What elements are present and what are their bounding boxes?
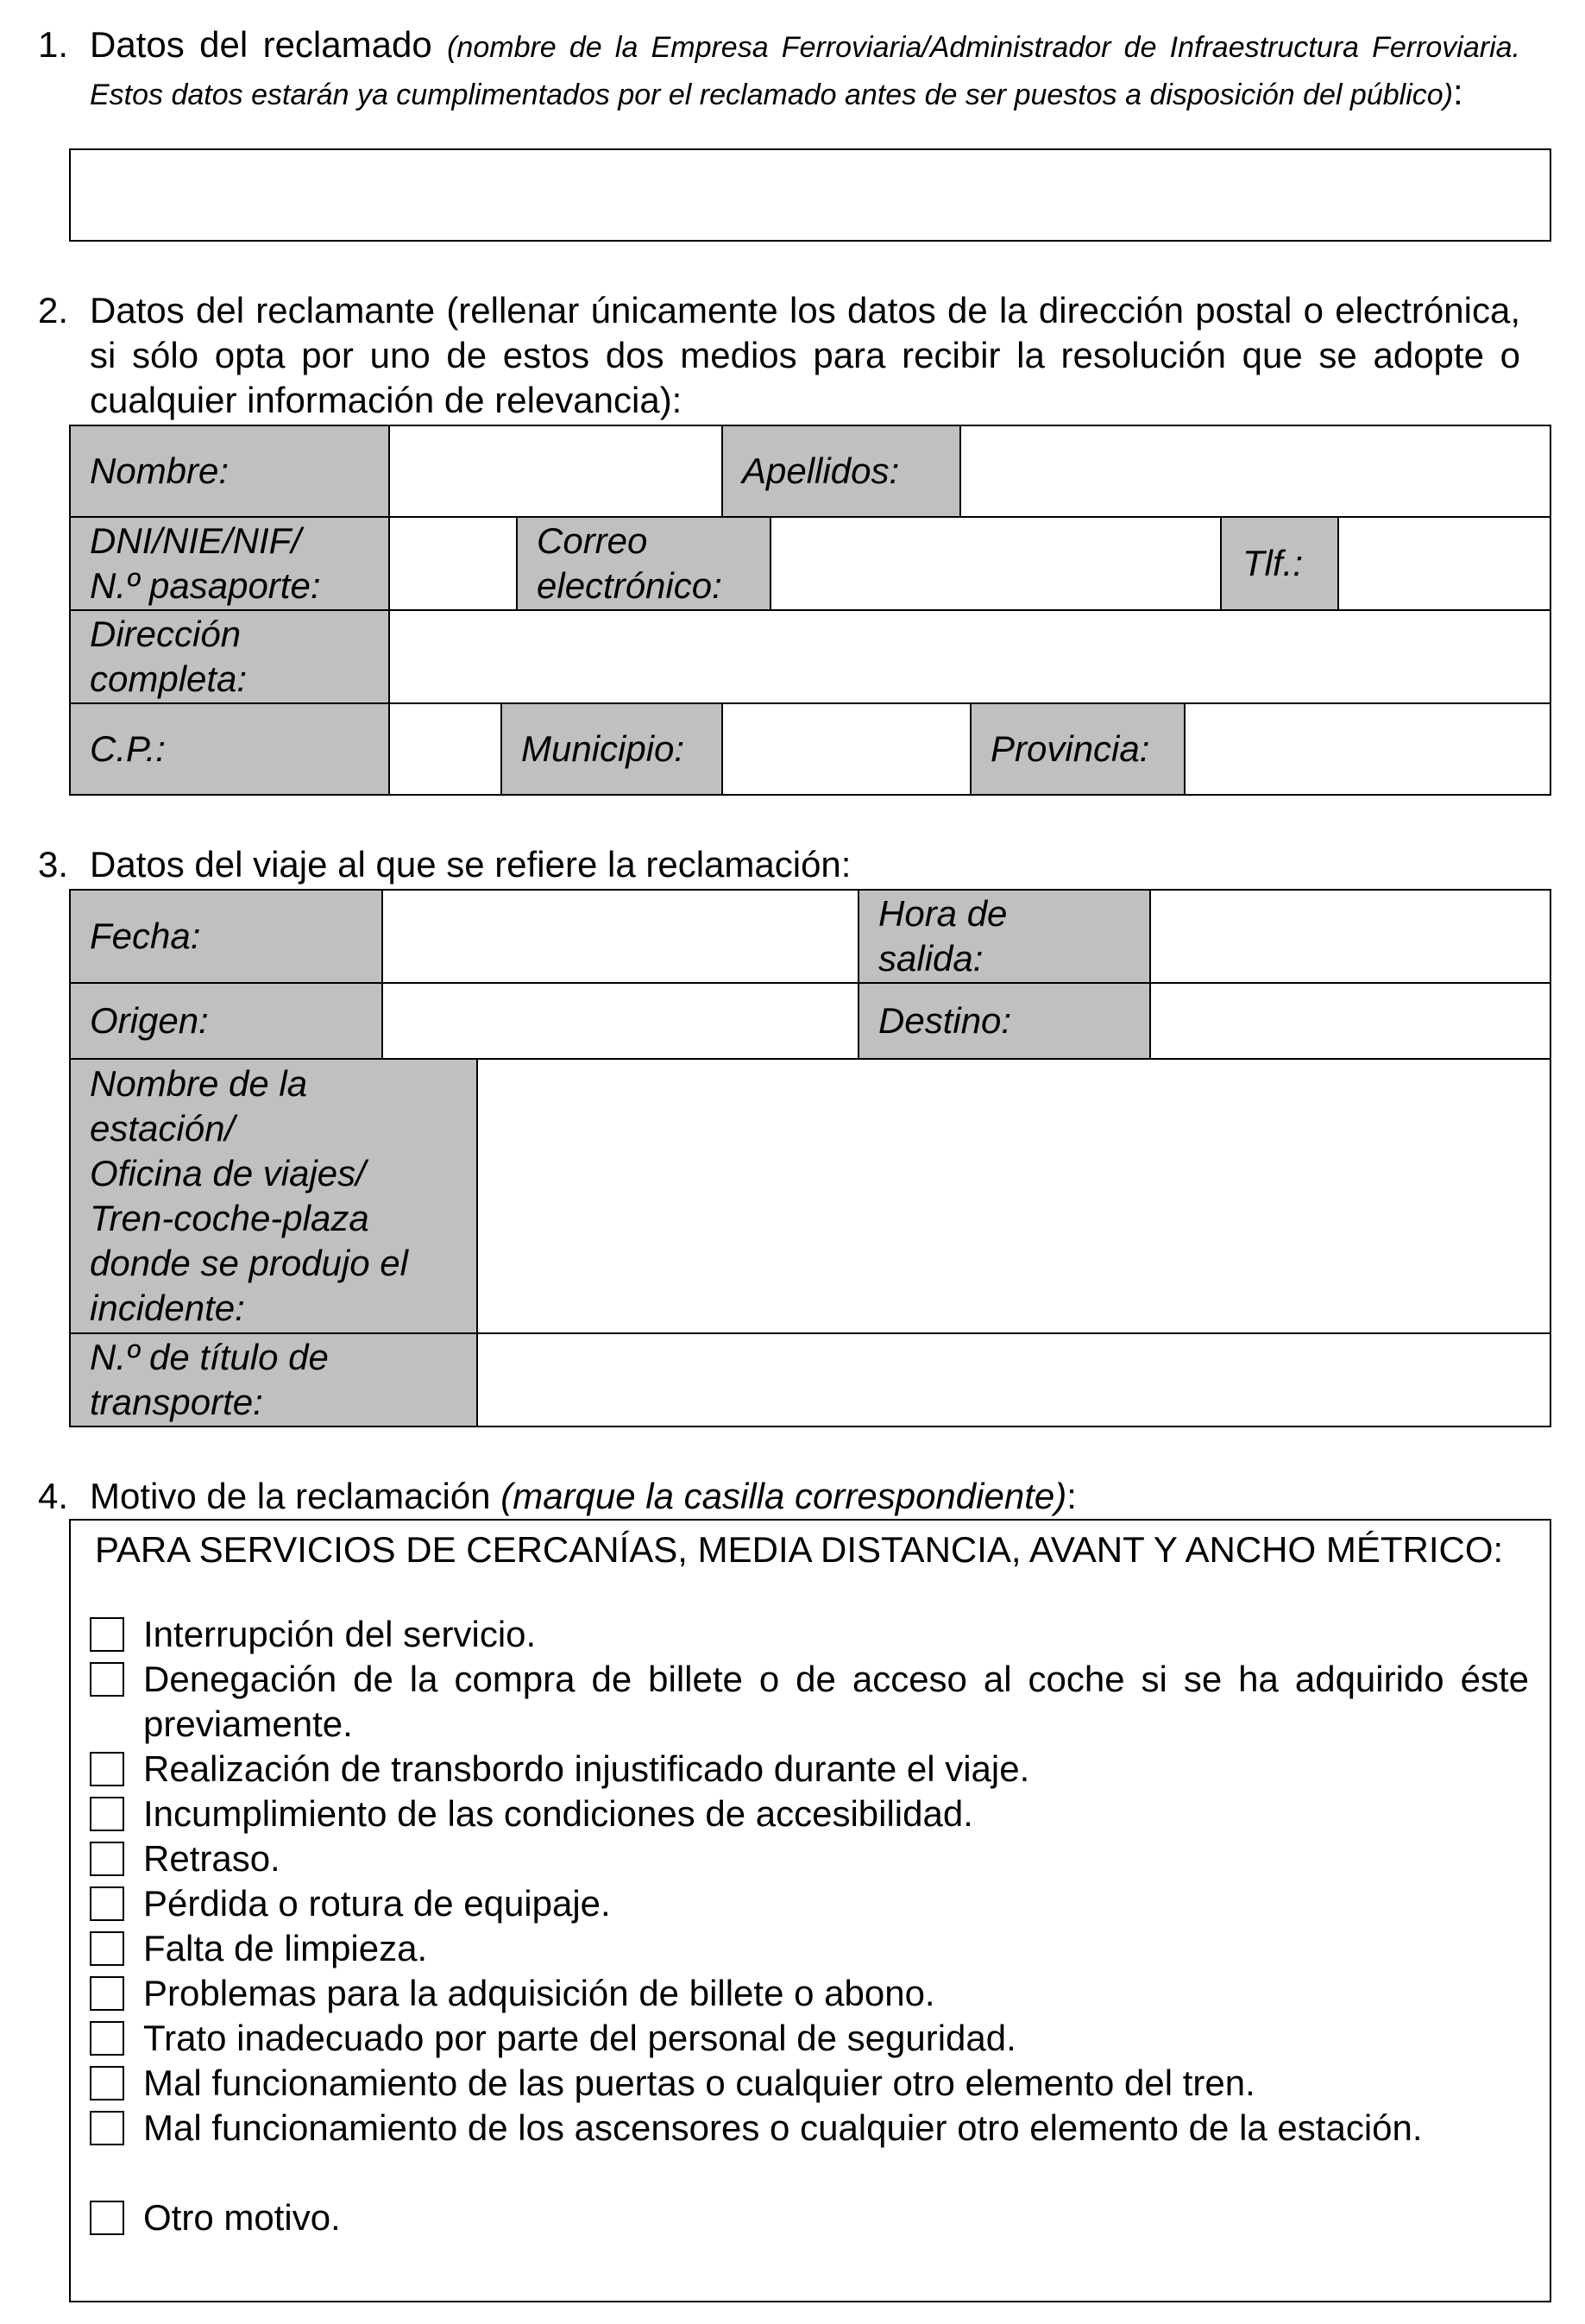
nombre-field[interactable]	[388, 425, 723, 518]
direccion-label: Dirección completa:	[69, 609, 390, 704]
tlf-label: Tlf.:	[1220, 516, 1339, 611]
motivo-item	[90, 1747, 1529, 1792]
estacion-label-line: Oficina de viajes/	[90, 1153, 366, 1193]
estacion-label-line: incidente:	[90, 1288, 245, 1328]
section-2-text: Datos del reclamante (rellenar únicamente los datos de la dirección postal o electrónica, si sólo opta por uno de estos dos medios para recibir la resolución que se adopte o cualquier información de relevancia):	[90, 290, 1520, 420]
motivo-label: Mal funcionamiento de los ascensores o cualquier otro elemento de la estación.	[143, 2107, 1423, 2148]
titulo-transporte-label: N.º de título de transporte:	[69, 1332, 478, 1427]
motivo-checkbox[interactable]	[90, 1976, 124, 2011]
motivo-label: Problemas para la adquisición de billete o abono.	[143, 1973, 935, 2013]
section-3-number: 3.	[38, 844, 69, 885]
provincia-label: Provincia:	[970, 702, 1186, 796]
estacion-label-line: Tren-coche-plaza	[90, 1198, 369, 1238]
fecha-label: Fecha:	[69, 889, 383, 984]
motivo-label: Trato inadecuado por parte del personal de seguridad.	[143, 2018, 1016, 2058]
section-1-number: 1.	[38, 24, 69, 65]
apellidos-field[interactable]	[959, 425, 1551, 518]
motivo-checkbox[interactable]	[90, 2111, 124, 2145]
section-4-note: (marque la casilla correspondiente)	[500, 1476, 1067, 1516]
motivo-label: Realización de transbordo injustificado durante el viaje.	[143, 1748, 1030, 1789]
motivo-item	[90, 1612, 1529, 1657]
motivo-label: Retraso.	[143, 1838, 280, 1879]
section-1-title: Datos del reclamado	[90, 24, 432, 65]
motivo-item	[90, 2106, 1529, 2151]
hora-salida-field[interactable]	[1149, 889, 1551, 984]
section-3-heading	[38, 842, 1520, 887]
estacion-label-line: estación/	[90, 1108, 236, 1149]
direccion-field[interactable]	[388, 609, 1551, 704]
nombre-label: Nombre:	[69, 425, 390, 518]
motivos-box	[69, 1519, 1551, 2302]
motivo-label: Falta de limpieza.	[143, 1928, 428, 1968]
section-2-heading	[38, 288, 1520, 423]
motivo-label: Incumplimiento de las condiciones de accesibilidad.	[143, 1793, 973, 1834]
section-1-heading	[38, 22, 1520, 117]
motivos-header: PARA SERVICIOS DE CERCANÍAS, MEDIA DISTANCIA, AVANT Y ANCHO MÉTRICO:	[95, 1529, 1504, 1570]
motivo-checkbox[interactable]	[90, 1752, 124, 1786]
origen-label: Origen:	[69, 982, 383, 1060]
cp-field[interactable]	[388, 702, 502, 796]
section-1-suffix: :	[1453, 72, 1463, 112]
motivo-label: Mal funcionamiento de las puertas o cualquier otro elemento del tren.	[143, 2063, 1255, 2103]
municipio-label: Municipio:	[500, 702, 723, 796]
reclamado-input-box[interactable]	[69, 148, 1551, 242]
provincia-field[interactable]	[1184, 702, 1551, 796]
motivo-item	[90, 1836, 1529, 1881]
estacion-label-line: donde se produjo el	[90, 1243, 408, 1283]
destino-field[interactable]	[1149, 982, 1551, 1060]
section-4-number: 4.	[38, 1476, 69, 1516]
motivo-item	[90, 2195, 1529, 2240]
motivo-checkbox[interactable]	[90, 1617, 124, 1652]
motivo-item	[90, 1971, 1529, 2016]
origen-field[interactable]	[381, 982, 859, 1060]
hora-salida-label: Hora de salida:	[858, 889, 1151, 984]
motivo-item	[90, 1926, 1529, 1971]
motivo-label: Denegación de la compra de billete o de acceso al coche si se ha adquirido éste previamente.	[143, 1659, 1529, 1744]
section-2-number: 2.	[38, 290, 69, 331]
motivo-checkbox[interactable]	[90, 1662, 124, 1697]
motivo-label: Otro motivo.	[143, 2197, 341, 2238]
estacion-label-line: Nombre de la	[90, 1063, 308, 1104]
section-1-note: (nombre de la Empresa Ferroviaria/Administrador de Infraestructura Ferroviaria. Estos datos estarán ya cumplimentados por el reclamado antes de ser puestos a disposición del público)	[90, 31, 1520, 111]
estacion-label-lines	[90, 1061, 408, 1331]
section-4-suffix: :	[1066, 1476, 1077, 1516]
motivo-checkbox[interactable]	[90, 1886, 124, 1921]
motivo-checkbox[interactable]	[90, 2021, 124, 2056]
motivo-checkbox[interactable]	[90, 1842, 124, 1876]
cp-label: C.P.:	[69, 702, 390, 796]
estacion-label	[69, 1058, 478, 1334]
municipio-field[interactable]	[721, 702, 972, 796]
motivo-checkbox[interactable]	[90, 1797, 124, 1831]
section-4-heading	[38, 1474, 1520, 1519]
correo-field[interactable]	[770, 516, 1222, 611]
motivo-label: Pérdida o rotura de equipaje.	[143, 1883, 611, 1924]
motivo-item	[90, 1657, 1529, 1747]
motivo-item	[90, 2016, 1529, 2061]
titulo-transporte-field[interactable]	[476, 1332, 1551, 1427]
correo-label: Correo electrónico:	[516, 516, 771, 611]
fecha-field[interactable]	[381, 889, 859, 984]
estacion-field[interactable]	[476, 1058, 1551, 1334]
motivo-item	[90, 2061, 1529, 2106]
section-3-text: Datos del viaje al que se refiere la reclamación:	[90, 844, 852, 885]
section-4-title: Motivo de la reclamación	[90, 1476, 491, 1516]
motivo-checkbox[interactable]	[90, 1931, 124, 1966]
destino-label: Destino:	[858, 982, 1151, 1060]
tlf-field[interactable]	[1337, 516, 1551, 611]
dni-field[interactable]	[388, 516, 518, 611]
motivo-item	[90, 1792, 1529, 1836]
dni-label: DNI/NIE/NIF/ N.º pasaporte:	[69, 516, 390, 611]
motivo-label: Interrupción del servicio.	[143, 1614, 537, 1654]
motivo-item	[90, 1881, 1529, 1926]
motivo-checkbox[interactable]	[90, 2201, 124, 2235]
motivo-checkbox[interactable]	[90, 2066, 124, 2100]
apellidos-label: Apellidos:	[721, 425, 961, 518]
